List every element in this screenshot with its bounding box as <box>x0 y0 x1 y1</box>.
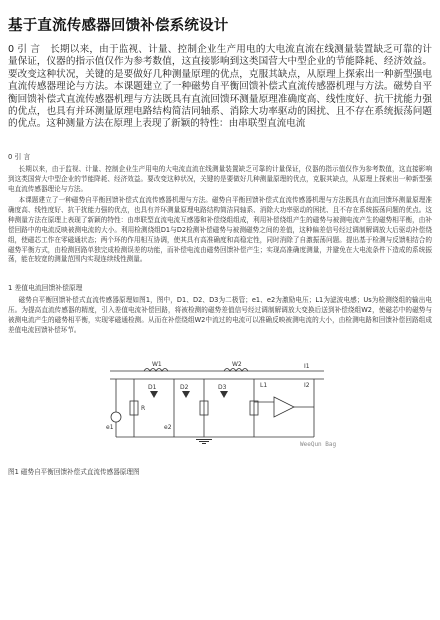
watermark: WeeQun Bag <box>300 441 337 448</box>
section-0-paragraph-2: 本课题建立了一种磁势自平衡回馈补偿式直流传感器机理与方法。磁势自平衡回馈补偿式直流传感器机理与方法既具有直流回馈环测量原理准确度高、线性度好、抗干扰能力强的优点，也具有并环测量原理电路结构简洁同轴系、消除大功率驱动的困扰、且不存在系统振荡问题的优点。这种测量方法在原理上表现了新颖的特性：由串联型直流电流互感器和补偿绕组组成，利用补偿绕组产生的磁势与被测电流产生的磁势相平衡，由补偿回路中的电流反映被测电流的大小。利用检测绕组D1与D2检测补偿磁势与被测磁势之间的差值，这种偏差信号经过调制解调放大后驱动补偿绕组，使磁芯工作在零磁通状态；两个环的作用相互协调，使其具有高准确度和高稳定性，同时消除了自激振荡问题。提出基于检测与反馈相结合的磁势平衡方式，由检测回路单独完成检测误差的功能，而补偿电流由磁势回馈补偿产生；实现高准确度测量，并避免在大电流条件下造成的系统振荡，能在较宽的测量范围内实现连续线性测量。 <box>8 196 432 264</box>
label-d2: D2 <box>180 384 189 391</box>
section-1-heading: 1 差值电流回馈补偿原理 <box>8 284 83 292</box>
abstract-body: 长期以来，由于监视、计量、控制企业生产用电的大电流直流在线测量装置缺乏可靠的计量保证，仪器的指示值仅作为参考数值，这直接影响到这类国营大中型企业的节能降耗、经济效益。要改变这种状况，关键的是要做好几种测量原理的优点，克服其缺点，从原理上探索出一种新型强电直流传感器理论与方法。本课题建立了一种磁势自平衡回馈补偿式直流传感器机理与方法。磁势自平衡回馈补偿式直流传感器机理与方法既具有直流回馈环测量原理准确度高、线性度好、抗干扰能力强的优点，也具有并环测量原理电路结构简洁同轴系、消除大功率驱动的困扰、且不存在系统振荡问题的优点。这种测量方法在原理上表现了新颖的特性：由串联型直流电流 <box>8 44 433 130</box>
figure-caption: 图1 磁势自平衡回馈补偿式直流传感器原理图 <box>8 468 140 476</box>
circuit-diagram <box>104 357 336 451</box>
label-i2: I2 <box>304 382 310 389</box>
label-l1: L1 <box>260 382 268 389</box>
label-e1: e1 <box>106 424 114 431</box>
page-title: 基于直流传感器回馈补偿系统设计 <box>8 18 229 34</box>
label-i1: I1 <box>304 363 310 370</box>
label-d1: D1 <box>148 384 157 391</box>
abstract <box>8 44 432 131</box>
abstract-heading: 0 引 言 <box>8 44 41 55</box>
section-0-heading: 0 引 言 <box>8 153 31 161</box>
label-w1: W1 <box>152 361 162 368</box>
label-w2: W2 <box>232 361 242 368</box>
label-d3: D3 <box>218 384 227 391</box>
section-0-paragraph-1: 长期以来，由于监视、计量、控制企业生产用电的大电流直流在线测量装置缺乏可靠的计量保证，仪器的指示值仅作为参考数值，这直接影响到这类国营大中型企业的节能降耗、经济效益。要改变这种状况，关键的是要做好几种测量原理的优点，克服其缺点，从原理上探索出一种新型强电直流传感器理论与方法。 <box>8 165 432 193</box>
label-e2: e2 <box>164 424 172 431</box>
label-r: R <box>141 405 146 412</box>
section-1-paragraph-1: 磁势自平衡回馈补偿式直流传感器原理如图1，图中，D1、D2、D3为二极管；e1、e2为激励电压；L1为滤波电感；Us为检测绕组的输出电压。为提高直流传感器的精度，引入差值电流补偿回路，将被检测的磁势差值信号经过调制解调放大变换后送到补偿绕组W2，使磁芯中的磁势与被测电流产生的磁势相平衡，实现零磁通检测。从而在补偿绕组W2中流过的电流可以准确反映被测电流的大小，由检测电路和回馈补偿回路组成差值电流回馈补偿环节。 <box>8 296 432 334</box>
